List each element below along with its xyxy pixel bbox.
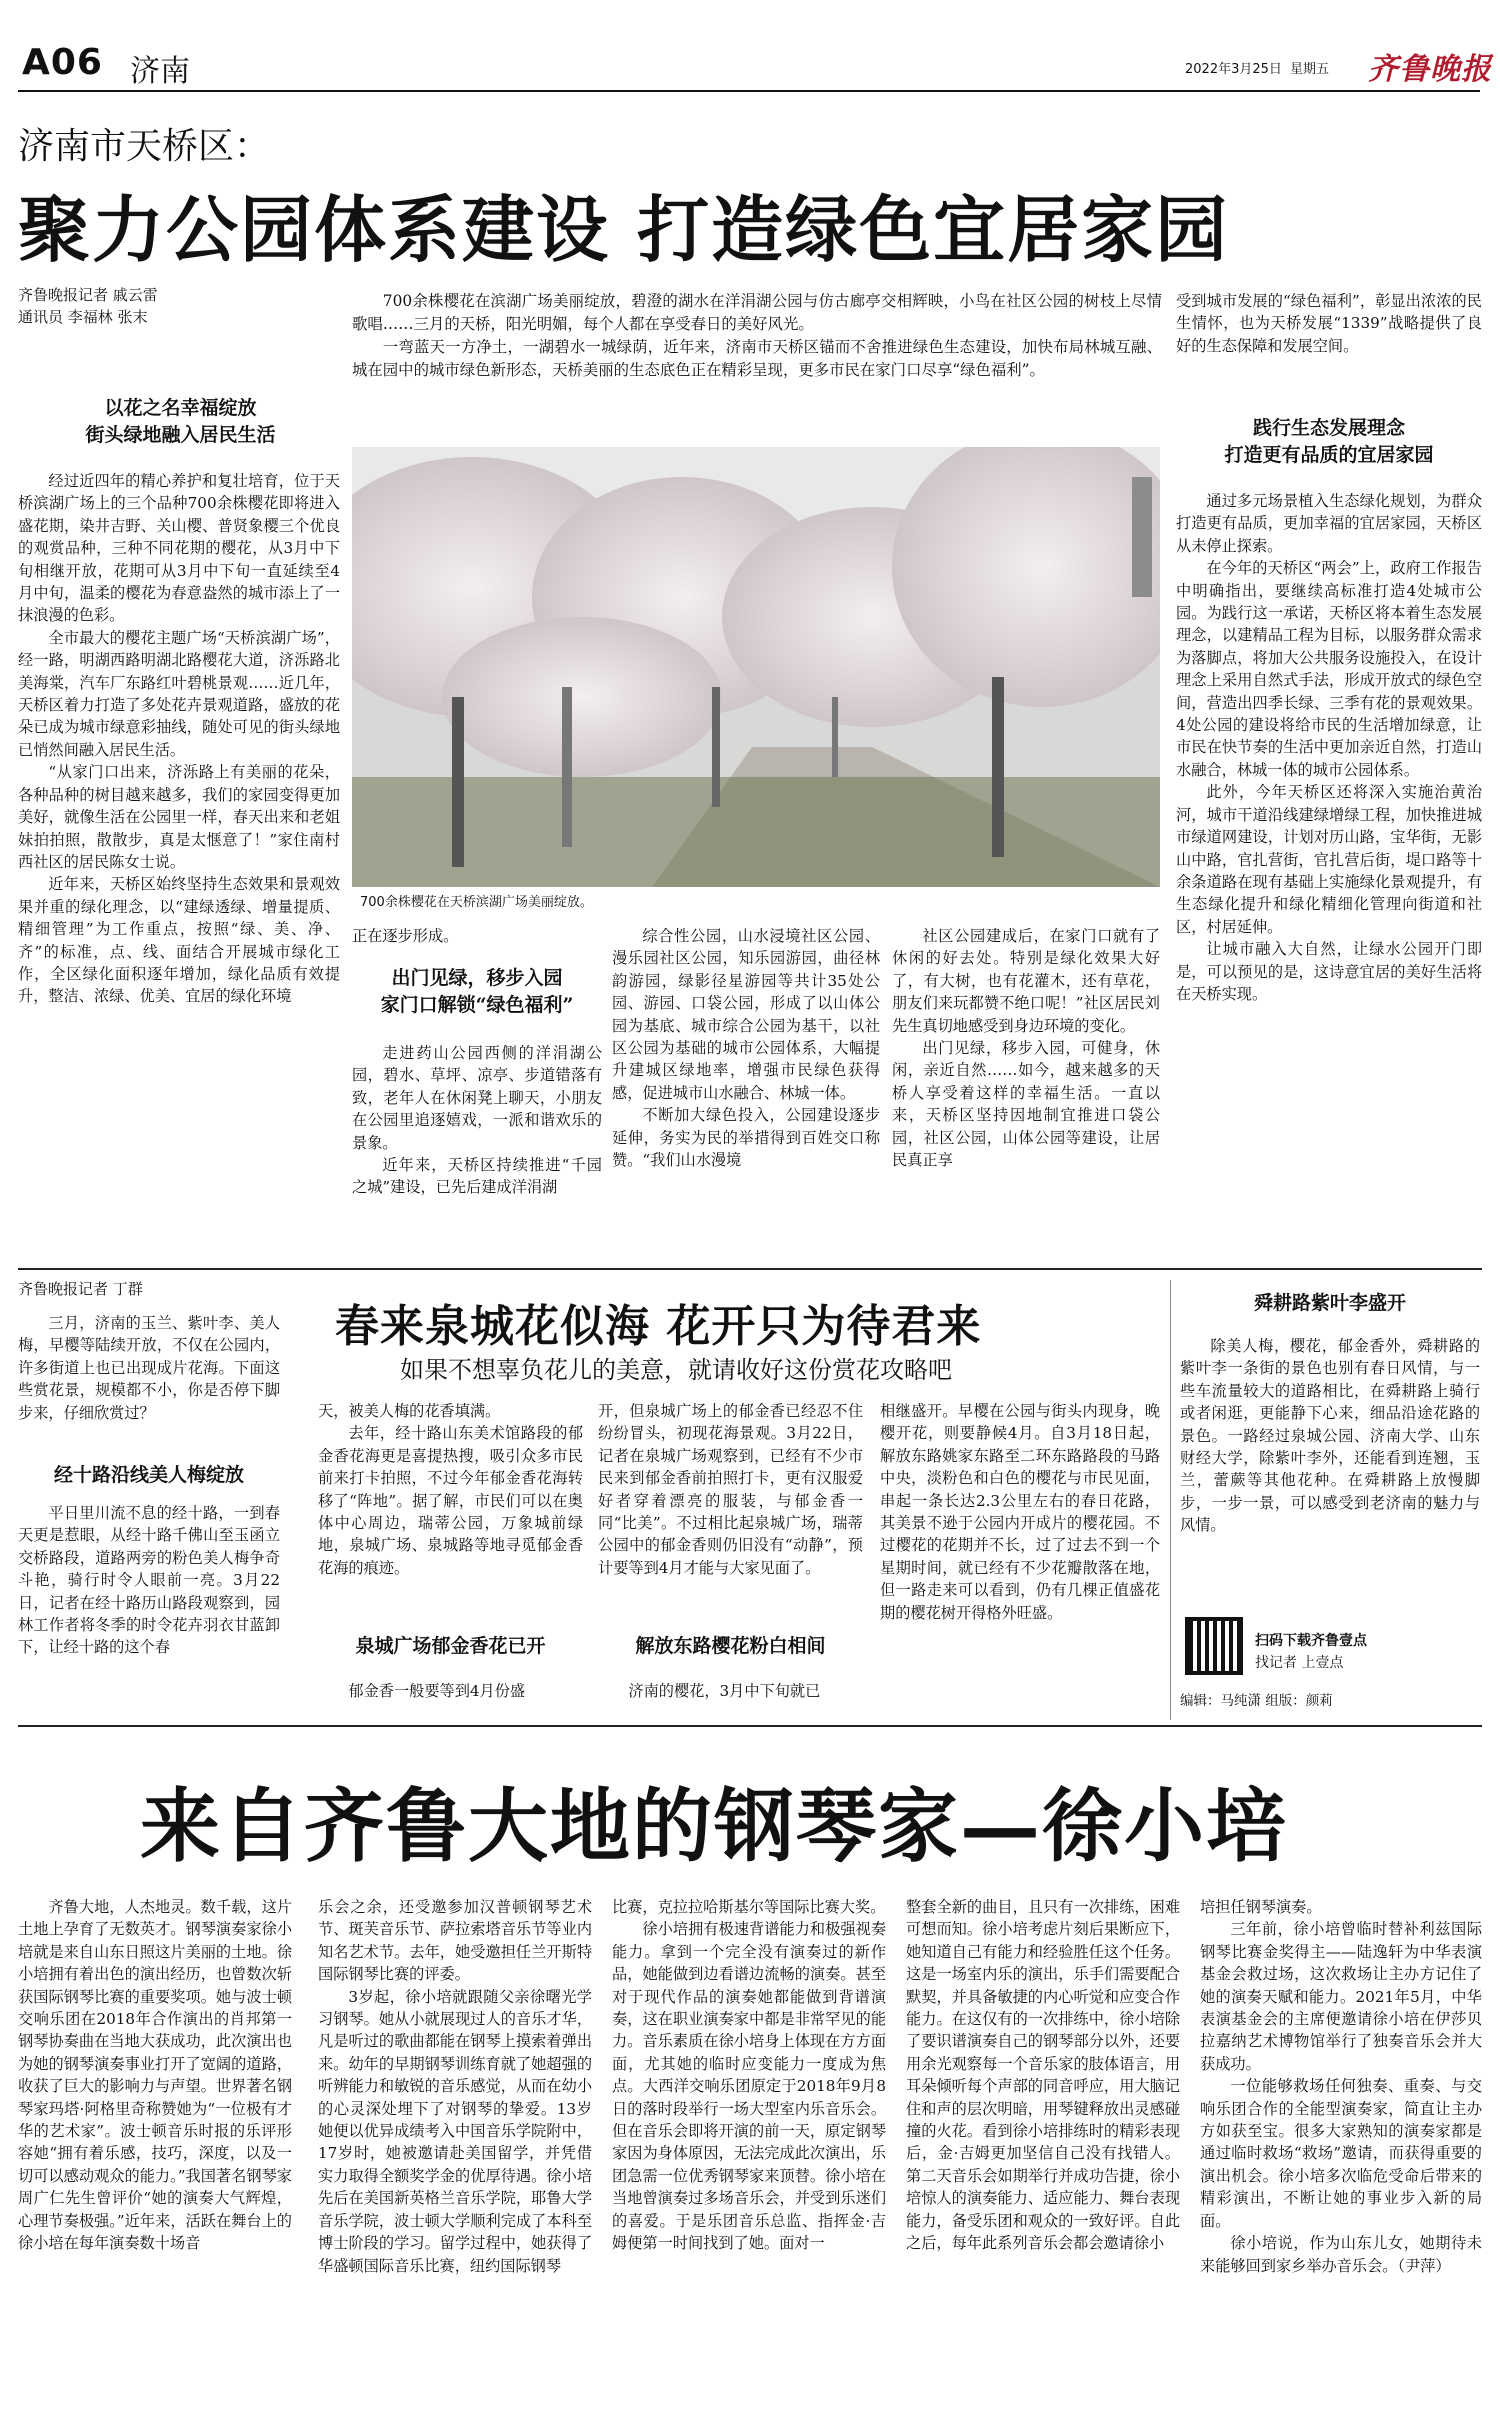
- paragraph: 乐会之余，还受邀参加汉普顿钢琴艺术节、斑芙音乐节、萨拉索塔音乐节等业内知名艺术节。去年，她受邀担任兰开斯特国际钢琴比赛的评委。: [318, 1898, 592, 1984]
- article1-headline: 聚力公园体系建设 打造绿色宜居家园: [18, 187, 1230, 272]
- paragraph: 郁金香一般要等到4月份盛: [348, 1682, 526, 1700]
- article1-column-5: [1176, 490, 1482, 1262]
- issue-weekday: 星期五: [1290, 62, 1330, 77]
- article2-column-1: [18, 1502, 280, 1722]
- editor-credit: 编辑：马纯潇 组版：颜莉: [1180, 1693, 1333, 1709]
- paragraph: 全市最大的樱花主题广场“天桥滨湖广场”，经一路，明湖西路明湖北路樱花大道，济泺路北美海棠，汽车厂东路红叶碧桃景观……近几年，天桥区着力打造了多处花卉景观道路，盛放的花朵已成为城市绿意彩抽线，随处可见的街头绿地已悄然间融入居民生活。: [18, 628, 340, 759]
- paragraph: 三年前，徐小培曾临时替补利兹国际钢琴比赛金奖得主——陆逸轩为中华表演基金会救过场，这次救场让主办方记住了她的演奏天赋和能力。2021年5月，中华表演基金会的主席便邀请徐小培在伊莎贝拉嘉纳艺术博物馆举行了独奏音乐会并大获成功。: [1200, 1920, 1482, 2073]
- section-divider: [18, 1268, 1482, 1270]
- paragraph: 齐鲁大地，人杰地灵。数千载，这片土地上孕育了无数英才。钢琴演奏家徐小培就是来自山东日照这片美丽的土地。徐小培拥有着出色的演出经历，也曾数次斩获国际钢琴比赛的重要奖项。她与波士顿交响乐团在2018年合作演出的肖邦第一钢琴协奏曲在当地大获成功，此次演出也为她的钢琴演奏事业打开了宽阔的道路，收获了巨大的影响力与声望。世界著名钢琴家玛塔·阿格里奇称赞她为“一位极有才华的艺术家”。波士顿音乐时报的乐评形容她“拥有着乐感，技巧，深度，以及一切可以感动观众的能力。”我国著名钢琴家周广仁先生曾评价“她的演奏大气辉煌，心理节奏极强。”近年来，活跃在舞台上的徐小培在每年演奏数十场音: [18, 1898, 292, 2253]
- newspaper-logo: 齐鲁晚报: [1368, 52, 1492, 87]
- cherry-blossom-photo: [352, 447, 1160, 887]
- sidebar-text: [1180, 1335, 1480, 1555]
- paragraph: 相继盛开。早樱在公园与街头内现身，晚樱开花，则要静候4月。自3月18日起，解放东路姚家东路至二环东路路段的马路中央，淡粉色和白色的樱花与市民见面，串起一条长达2.3公里左右的春日花路，其美景不逊于公园内开成片的樱花园。不过樱花的花期并不长，过了过去不到一个星期时间，就已经有不少花瓣散落在地，但一路走来可以看到，仍有几棵正值盛花期的樱花树开得格外旺盛。: [880, 1402, 1160, 1622]
- article2-deck: 如果不想辜负花儿的美意，就请收好这份赏花攻略吧: [400, 1356, 952, 1384]
- article1-kicker: 济南市天桥区：: [18, 126, 271, 167]
- paragraph: 整套全新的曲目，且只有一次排练，困难可想而知。徐小培考虑片刻后果断应下，她知道自己有能力和经验胜任这个任务。这是一场室内乐的演出，乐手们需要配合默契，并具备敏捷的内心听觉和应变合作能力。在这仅有的一次排练中，徐小培除了要识谱演奏自己的钢琴部分以外，还要用余光观察每一个音乐家的肢体语言，用耳朵倾听每个声部的同音呼应，用大脑记住和声的层次明暗，用琴键释放出灵感碰撞的火花。看到徐小培排练时的精彩表现后，金·吉姆更加坚信自己没有找错人。第二天音乐会如期举行并成功告捷，徐小培惊人的演奏能力、适应能力、舞台表现能力，备受乐团和观众的一致好评。自此之后，每年此系列音乐会都会邀请徐小: [906, 1898, 1180, 2253]
- paragraph: 近年来，天桥区持续推进“千园之城”建设，已先后建成洋涓湖: [352, 1156, 602, 1197]
- article2-subhead-1: 经十路沿线美人梅绽放: [53, 1464, 244, 1486]
- article2-subhead-3: 解放东路樱花粉白相间: [635, 1635, 826, 1657]
- qr-code[interactable]: [1185, 1617, 1243, 1675]
- paragraph: 济南的樱花，3月中下旬就已: [628, 1682, 821, 1700]
- article2-byline: 齐鲁晚报记者 丁群: [18, 1280, 143, 1298]
- article1-column-3: [612, 925, 880, 1265]
- article1-lead: [352, 290, 1162, 382]
- paragraph: 近年来，天桥区始终坚持生态效果和景观效果并重的绿化理念，以“建绿透绿、增量提质、精细管理”为工作重点，按照“绿、美、净、齐”的标准，点、线、面结合开展城市绿化工作，全区绿化面积逐年增加，绿化品质有效提升，整洁、浓绿、优美、宜居的绿化环境: [18, 875, 340, 1006]
- article3-column-3: [612, 1896, 886, 2406]
- article1-subhead-2: 出门见绿，移步入园 家门口解锁“绿色福利”: [380, 967, 574, 1016]
- sidebar-rule: [1170, 1280, 1171, 1720]
- article1-byline-correspondent: 通讯员 李福林 张末: [18, 308, 148, 326]
- paragraph: 3岁起，徐小培就跟随父亲徐曙光学习钢琴。她从小就展现过人的音乐才华，凡是听过的歌曲都能在钢琴上摸索着弹出来。幼年的早期钢琴训练育就了她超强的听辨能力和敏锐的音乐感觉，从而在幼小的心灵深处埋下了对钢琴的挚爱。13岁她便以优异成绩考入中国音乐学院附中，17岁时，她被邀请赴美国留学，并凭借实力取得全额奖学金的优厚待遇。徐小培先后在美国新英格兰音乐学院，耶鲁大学音乐学院，波士顿大学顺利完成了本科至博士阶段的学习。留学过程中，她获得了华盛顿国际音乐比赛，纽约国际钢琴: [318, 1987, 592, 2275]
- photo-image: [352, 447, 1160, 887]
- section-name: 济南: [130, 54, 190, 89]
- paragraph: 培担任钢琴演奏。: [1200, 1898, 1322, 1916]
- article2-headline: 春来泉城花似海 花开只为待君来: [335, 1301, 982, 1352]
- article3-column-5: [1200, 1896, 1482, 2406]
- paragraph: 开，但泉城广场上的郁金香已经忍不住纷纷冒头，初现花海景观。3月22日，记者在泉城广场观察到，已经有不少市民来到郁金香前拍照打卡，更有汉服爱好者穿着漂亮的服装，与郁金香一同“比美”。不过相比起泉城广场，瑞蒂公园中的郁金香则仍旧没有“动静”，预计要等到4月才能与大家见面了。: [598, 1402, 863, 1577]
- paragraph: 此外，今年天桥区还将深入实施治黄治河，城市干道沿线建绿增绿工程，加快推进城市绿道网建设，计划对历山路，宝华街，无影山中路，官扎营街，官扎营后街，堤口路等十余条道路在现有基础上实施绿化景观提升，有生态绿化提升和绿化精细化管理向街道和社区，村居延伸。: [1176, 783, 1482, 936]
- page-number: A06: [22, 42, 103, 83]
- article3-column-4: [906, 1896, 1180, 2406]
- paragraph: 在今年的天桥区“两会”上，政府工作报告中明确指出，要继续高标准打造4处城市公园。为践行这一承诺，天桥区将本着生态发展理念，以建精品工程为目标，以服务群众需求为落脚点，将加大公共服务设施投入，在设计理念上采用自然式手法，形成开放式的绿色空间，营造出四季长绿、三季有花的景观效果。4处公园的建设将给市民的生活增加绿意，让市民在快节奏的生活中更加亲近自然，打造山水融合，林城一体的城市公园体系。: [1176, 559, 1482, 779]
- article2-intro: [18, 1312, 280, 1452]
- article3-column-2: [318, 1896, 592, 2406]
- paragraph: 不断加大绿色投入，公园建设逐步延伸，务实为民的举措得到百姓交口称赞。“我们山水漫境: [612, 1106, 880, 1170]
- article3-column-1: [18, 1896, 292, 2406]
- paragraph: 社区公园建成后，在家门口就有了休闲的好去处。特别是绿化效果大好了，有大树，也有花灌木，还有草花，朋友们来玩都赞不绝口呢！”社区居民刘先生真切地感受到身边环境的变化。: [892, 927, 1160, 1035]
- issue-date: 2022年3月25日: [1185, 62, 1282, 77]
- article1-subhead-1: 以花之名幸福绽放 街头绿地融入居民生活: [85, 397, 276, 446]
- article1-column-2-top: 正在逐步形成。: [352, 927, 459, 945]
- section-divider: [18, 1725, 1482, 1727]
- article1-column-4: [892, 925, 1160, 1265]
- lead-paragraph: 一弯蓝天一方净土，一湖碧水一城绿荫，近年来，济南市天桥区锚而不舍推进绿色生态建设，加快布局林城互融、城在园中的城市绿色新形态，天桥美丽的生态底色正在精彩呈现，更多市民在家门口尽享“绿色福利”。: [352, 338, 1162, 379]
- header-rule: [18, 90, 1480, 92]
- qr-caption-1: 扫码下载齐鲁壹点: [1255, 1633, 1367, 1649]
- paragraph: 平日里川流不息的经十路，一到春天更是惹眼，从经十路千佛山至玉函立交桥路段，道路两旁的粉色美人梅争奇斗艳，骑行时令人眼前一亮。3月22日，记者在经十路历山路段观察到，园林工作者将冬季的时令花卉羽衣甘蓝卸下，让经十路的这个春: [18, 1504, 280, 1657]
- paragraph: “从家门口出来，济泺路上有美丽的花朵，各种品种的树目越来越多，我们的家园变得更加美好，就像生活在公园里一样，春天出来和老姐妹拍拍照，散散步，真是太惬意了！”家住南村西社区的居民陈女士说。: [18, 763, 340, 871]
- paragraph: 让城市融入大自然，让绿水公园开门即是，可以预见的是，这诗意宜居的美好生活将在天桥实现。: [1176, 940, 1482, 1003]
- paragraph: 徐小培拥有极速背谱能力和极强视奏能力。拿到一个完全没有演奏过的新作品，她能做到边看谱边流畅的演奏。甚至对于现代作品的演奏她都能做到背谱演奏，这在职业演奏家中都是非常罕见的能力。音乐素质在徐小培身上体现在方方面面，尤其她的临时应变能力一度成为焦点。大西洋交响乐团原定于2018年9月8日的落时段举行一场大型室内乐音乐会。但在音乐会即将开演的前一天，原定钢琴家因为身体原因，无法完成此次演出，乐团急需一位优秀钢琴家来顶替。徐小培在当地曾演奏过多场音乐会，并受到乐迷们的喜爱。于是乐团音乐总监、指挥金·吉姆便第一时间找到了她。面对一: [612, 1920, 886, 2253]
- article2-subhead-2: 泉城广场郁金香花已开: [355, 1635, 546, 1657]
- article2-column-3: [598, 1400, 863, 1605]
- article1-byline-reporter: 齐鲁晚报记者 戚云雷: [18, 286, 158, 304]
- paragraph: 经过近四年的精心养护和复壮培育，位于天桥滨湖广场上的三个品种700余株樱花即将进入盛花期，染井吉野、关山樱、普贤象樱三个优良的观赏品种，三种不同花期的樱花，从3月中下旬相继开放，花期可从3月中下旬一直延续至4月中旬，温柔的樱花为春意盎然的城市添上了一抹浪漫的色彩。: [18, 472, 340, 625]
- article2-column-3-end: [598, 1680, 863, 1702]
- sidebar-title: 舜耕路紫叶李盛开: [1253, 1292, 1406, 1314]
- paragraph: 去年，经十路山东美术馆路段的郁金香花海更是喜提热搜，吸引众多市民前来打卡拍照，不过今年郁金香花海转移了“阵地”。据了解，市民们可以在奥体中心周边，瑞蒂公园，万象城前绿地，泉城广场、泉城路等地寻觅郁金香花海的痕迹。: [318, 1424, 583, 1577]
- paragraph: 三月，济南的玉兰、紫叶李、美人梅，早樱等陆续开放，不仅在公园内，许多街道上也已出现成片花海。下面这些赏花景，规模都不小，你是否停下脚步来，仔细欣赏过？: [18, 1314, 280, 1422]
- paragraph: 出门见绿，移步入园，可健身，休闲，亲近自然……如今，越来越多的天桥人享受着这样的幸福生活。一直以来，天桥区坚持因地制宜推进口袋公园，社区公园，山体公园等建设，让居民真正享: [892, 1039, 1160, 1170]
- paragraph: 除美人梅，樱花，郁金香外，舜耕路的紫叶李一条街的景色也别有春日风情，与一些车流量较大的道路相比，在舜耕路上骑行或者闲逛，更能静下心来，细品沿途花路的景色。一路经过泉城公园、济南大学、山东财经大学，除紫叶李外，还能看到连翘，玉兰，蕾蕨等其他花种。在舜耕路上放慢脚步，一步一景，可以感受到老济南的魅力与风情。: [1180, 1337, 1480, 1535]
- qr-caption-2: 找记者 上壹点: [1255, 1655, 1344, 1671]
- article1-column-2: [352, 1042, 602, 1262]
- article1-column-5-top: 受到城市发展的“绿色福利”，彰显出浓浓的民生情怀，也为天桥发展“1339”战略提供了良好的生态保障和发展空间。: [1176, 292, 1482, 355]
- article1-column-1: [18, 470, 340, 1260]
- article2-column-4: [880, 1400, 1160, 1715]
- paragraph: 天，被美人梅的花香填满。: [318, 1402, 501, 1420]
- paragraph: 一位能够救场任何独奏、重奏、与交响乐团合作的全能型演奏家，简直让主办方如获至宝。很多大家熟知的演奏家都是通过临时救场“救场”邀请，而获得重要的演出机会。徐小培多次临危受命后带来的精彩演出，不断让她的事业步入新的局面。: [1200, 2077, 1482, 2230]
- lead-paragraph: 700余株樱花在滨湖广场美丽绽放，碧澄的湖水在洋涓湖公园与仿古廊亭交相辉映，小鸟在社区公园的树枝上尽情歌唱……三月的天桥，阳光明媚，每个人都在享受春日的美好风光。: [352, 292, 1162, 333]
- article2-column-2: [318, 1400, 583, 1605]
- article1-subhead-3: 践行生态发展理念 打造更有品质的宜居家园: [1224, 417, 1434, 466]
- paragraph: 比赛，克拉拉哈斯基尔等国际比赛大奖。: [612, 1898, 886, 1916]
- photo-caption: 700余株樱花在天桥滨湖广场美丽绽放。: [360, 895, 593, 910]
- article3-headline: 来自齐鲁大地的钢琴家—徐小培: [140, 1779, 1288, 1873]
- paragraph: 徐小培说，作为山东儿女，她期待未来能够回到家乡举办音乐会。（尹萍）: [1200, 2234, 1482, 2275]
- article2-column-2-end: [318, 1680, 583, 1702]
- paragraph: 走进药山公园西侧的洋涓湖公园，碧水、草坪、凉亭、步道错落有致，老年人在休闲凳上聊天，小朋友在公园里追逐嬉戏，一派和谐欢乐的景象。: [352, 1044, 602, 1152]
- paragraph: 综合性公园，山水浸境社区公园、漫乐园社区公园，知乐园游园，曲径林韵游园，绿影径星游园等共计35处公园、游园、口袋公园，形成了以山体公园为基底、城市综合公园为基干，以社区公园为基础的城市公园体系，大幅提升建城区绿地率，增强市民绿色获得感，促进城市山水融合、林城一体。: [612, 927, 880, 1102]
- paragraph: 通过多元场景植入生态绿化规划，为群众打造更有品质，更加幸福的宜居家园，天桥区从未停止探索。: [1176, 492, 1482, 555]
